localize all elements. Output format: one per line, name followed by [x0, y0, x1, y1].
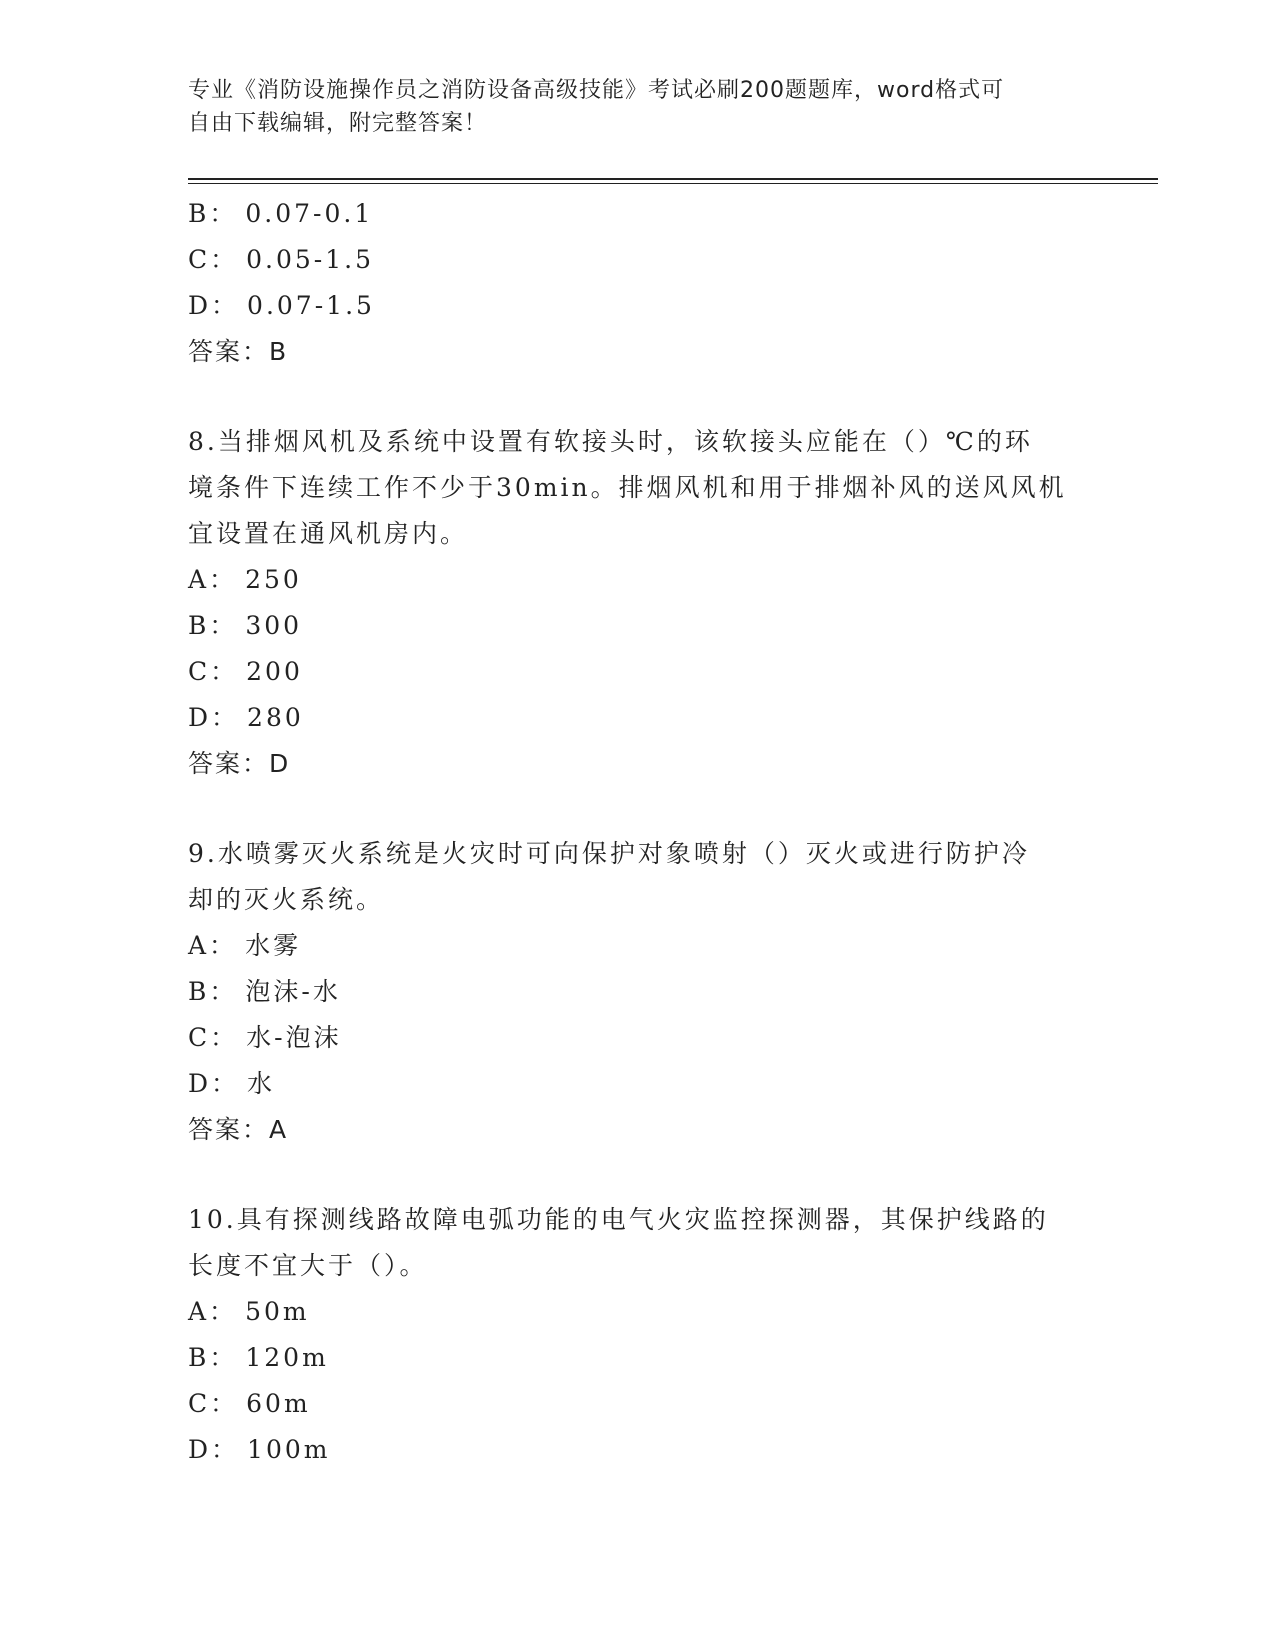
question-text-line: 10.具有探测线路故障电弧功能的电气火灾监控探测器，其保护线路的 [188, 1205, 1049, 1234]
option-b: B： 120m [188, 1343, 329, 1372]
option-b: B： 0.07-0.1 [188, 199, 374, 228]
option-b: B： 300 [188, 611, 303, 640]
question-text-line: 宜设置在通风机房内。 [188, 519, 469, 548]
document-body [188, 191, 1088, 1473]
option-d: D： 水 [188, 1069, 276, 1098]
option-b: B： 泡沫-水 [188, 977, 341, 1006]
answer: 答案：D [188, 749, 291, 778]
option-a: A： 50m [188, 1297, 310, 1326]
document-header [188, 74, 1088, 140]
question-8 [188, 419, 1088, 787]
option-d: D： 100m [188, 1435, 331, 1464]
question-text-line: 9.水喷雾灭火系统是火灾时可向保护对象喷射（）灭火或进行防护冷 [188, 839, 1030, 868]
question-text-line: 长度不宜大于（）。 [188, 1251, 428, 1280]
header-line-2: 自由下载编辑，附完整答案！ [188, 111, 488, 136]
question-text-line: 境条件下连续工作不少于30min。排烟风机和用于排烟补风的送风风机 [188, 473, 1067, 502]
header-divider-thick [188, 178, 1158, 180]
question-9 [188, 831, 1088, 1153]
option-c: C： 0.05-1.5 [188, 245, 375, 274]
answer: 答案：B [188, 337, 289, 366]
answer: 答案：A [188, 1115, 289, 1144]
option-c: C： 水-泡沫 [188, 1023, 342, 1052]
option-d: D： 280 [188, 703, 304, 732]
header-divider-thin [188, 183, 1158, 184]
option-c: C： 60m [188, 1389, 311, 1418]
question-text-line: 却的灭火系统。 [188, 885, 385, 914]
question-text-line: 8.当排烟风机及系统中设置有软接头时，该软接头应能在（）℃的环 [188, 427, 1033, 456]
option-a: A： 水雾 [188, 931, 302, 960]
question-10 [188, 1197, 1088, 1473]
question-7-continuation [188, 191, 1088, 375]
option-a: A： 250 [188, 565, 302, 594]
option-c: C： 200 [188, 657, 303, 686]
header-line-1: 专业《消防设施操作员之消防设备高级技能》考试必刷200题题库，word格式可 [188, 78, 1005, 103]
option-d: D： 0.07-1.5 [188, 291, 375, 320]
